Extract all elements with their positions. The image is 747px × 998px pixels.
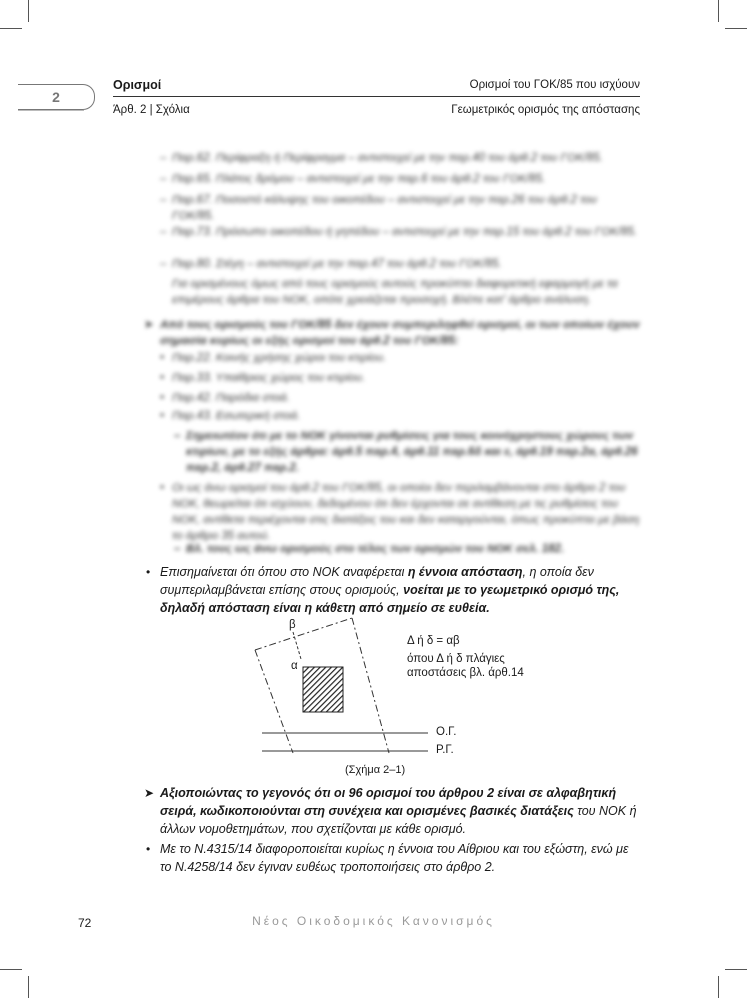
crop-mark [0, 28, 22, 29]
blurred-list-item: • Παρ.42. Παρόδια στοά. [160, 392, 290, 404]
building-footprint [303, 667, 343, 712]
bullet-icon: • [146, 842, 151, 856]
figure-caption: (Σχήμα 2–1) [345, 764, 406, 776]
crop-mark [725, 28, 747, 29]
blurred-list-item: • Παρ.33. Υπαίθριος χώρος του κτιρίου. [160, 372, 366, 384]
blurred-item: – Παρ.80. Στέγη – αντιστοιχεί με την παρ.47 του άρθ.2 του ΓΟΚ/85. [160, 258, 502, 270]
og-label: Ο.Γ. [436, 726, 457, 738]
header-rule [113, 96, 640, 97]
crop-mark [725, 969, 747, 970]
page-number: 72 [78, 916, 92, 930]
distance-paragraph: Επισημαίνεται ότι όπου στο ΝΟΚ αναφέρεται η έννοια απόσταση, η οποία δεν συμπεριλαμβάνεται επίσης στους ορισμούς, νοείται με το γεωμετρικό ορισμό της, δηλαδή απόσταση είναι η κάθετη από σημείο σε ευθεία. [160, 565, 620, 615]
book-title: Νέος Οικοδομικός Κανονισμός [252, 914, 495, 928]
rg-label: Ρ.Γ. [436, 744, 454, 756]
section-title: Ορισμοί [113, 78, 162, 92]
label-alpha: α [291, 660, 298, 672]
running-title: Ορισμοί του ΓΟΚ/85 που ισχύουν [469, 79, 640, 91]
formula-note-line1: όπου Δ ή δ πλάγιες [407, 653, 505, 665]
blurred-item: – Παρ.67. Ποσοστό κάλυψης του οικοπέδου – αντιστοιχεί με την παρ.26 του άρθ.2 του ΓΟΚ/85. [160, 194, 597, 222]
blurred-item: – Παρ.62. Περίφραξη ή Περίφραγμα – αντιστοιχεί με την παρ.40 του άρθ.2 του ΓΟΚ/85. [160, 152, 603, 164]
blurred-subitem: – Βλ. τους ως άνω ορισμούς στο τέλος των ορισμών του ΝΟΚ σελ. 182. [174, 543, 565, 555]
arrow-bullet-icon: ➤ [144, 786, 155, 800]
bullet-icon: • [146, 565, 151, 579]
blurred-subitem: – Σημειωτέον ότι με το ΝΟΚ γίνονται ρυθμίσεις για τους κοινόχρηστους χώρους των κτιρίων, με το εξής άρθρα: άρθ.5 παρ.4, άρθ.11 παρ.6δ και ε, άρθ.19 παρ.2α, άρθ.26 παρ.2, άρθ.27 παρ.2. [174, 430, 638, 474]
distance-formula: Δ ή δ = αβ [407, 635, 460, 647]
label-beta: β [289, 619, 296, 631]
perpendicular-line [293, 632, 301, 659]
blurred-item: – Παρ.73. Πρόσωπο οικοπέδου ή γηπέδου – αντιστοιχεί με την παρ.15 του άρθ.2 του ΓΟΚ/85. [160, 226, 638, 238]
blurred-heading: ➤ Από τους ορισμούς του ΓΟΚ/85 δεν έχουν συμπεριληφθεί ορισμοί, οι των οποίων έχουν σημασία κυρίως οι εξής ορισμοί του άρθ.2 του ΓΟΚ/85: [144, 319, 640, 347]
blurred-list-item: • Παρ.22. Κοινής χρήσης χώροι του κτιρίου. [160, 352, 387, 364]
chapter-tab [18, 84, 95, 110]
crop-mark [718, 976, 719, 998]
blurred-bullet: • Οι ως άνω ορισμοί του άρθ.2 του ΓΟΚ/85, οι οποίοι δεν περιλαμβάνονται στο άρθρο 2 του ΝΟΚ, θεωρείται ότι ισχύουν, δεδομένου ότι δεν έρχονται σε αντίθεση με τις ρυθμίσεις του ΝΟΚ, αντίθετα περιέχονται στις διατάξεις του και δεν καταργούνται, όπως προκύπτει με βάση το άρθρο 35 αυτού. [160, 482, 640, 542]
crop-mark [28, 976, 29, 998]
article-label: Άρθ. 2 | Σχόλια [113, 104, 190, 116]
blurred-list-item: • Παρ.43. Εσωτερική στοά. [160, 410, 301, 422]
law-paragraph: Με το Ν.4315/14 διαφοροποιείται κυρίως η έννοια του Αίθριου και του εξώστη, ενώ με το Ν.4258/14 δεν έγιναν ευθέως τροποποιήσεις στο άρθρο 2. [160, 842, 629, 874]
crop-mark [718, 0, 719, 22]
crop-mark [0, 969, 22, 970]
blurred-note: Για ορισμένους όμως από τους ορισμούς αυτούς προκύπτει διαφορετική εφαρμογή με τα επιμέρους άρθρα του ΝΟΚ, οπότε χρειάζεται προσοχή. Βλέπε κατ' άρθρο ανάλυση. [172, 278, 618, 306]
formula-note-line2: αποστάσεις βλ. άρθ.14 [407, 667, 524, 679]
blurred-item: – Παρ.65. Πλάτος δρόμου – αντιστοιχεί με την παρ.6 του άρθ.2 του ΓΟΚ/85. [160, 173, 546, 185]
crop-mark [28, 0, 29, 22]
section-subtitle: Γεωμετρικός ορισμός της απόστασης [451, 104, 640, 116]
definitions-paragraph: Αξιοποιώντας το γεγονός ότι οι 96 ορισμοί του άρθρου 2 είναι σε αλφαβητική σειρά, κωδικοποιούνται στη συνέχεια και ορισμένες βασικές διατάξεις του ΝΟΚ ή άλλων νομοθετημάτων, που σχετίζονται με κάθε ορισμό. [160, 786, 637, 836]
chapter-number: 2 [52, 89, 60, 105]
